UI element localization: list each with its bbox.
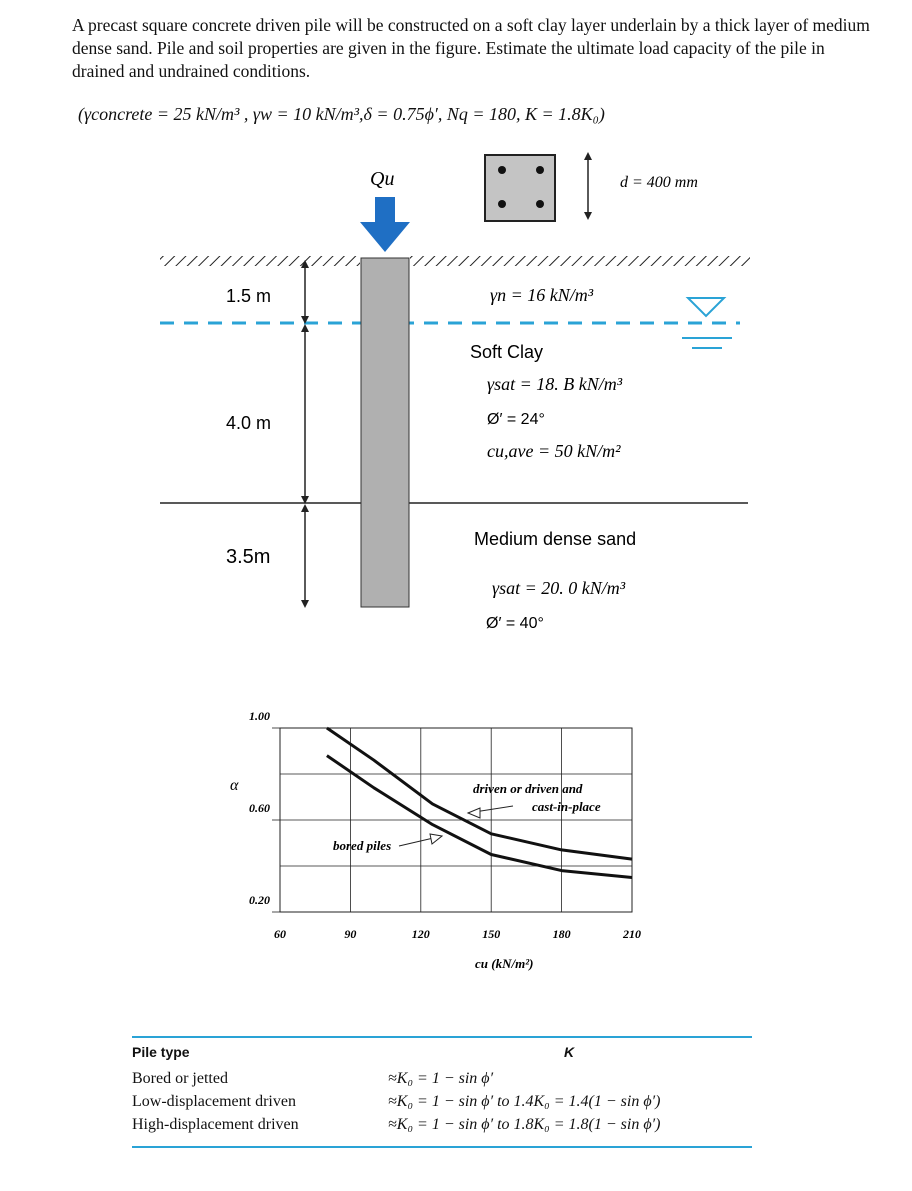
depth-label-1: 1.5 m [226, 286, 272, 306]
load-arrow-icon [360, 197, 410, 252]
chart-x-tick-label: 180 [552, 927, 571, 941]
chart-x-tick-label: 210 [623, 927, 641, 941]
clay-gamma: γsat = 18. B kN/m³ [487, 374, 623, 394]
pile-cross-section [485, 155, 555, 221]
depth-label-3: 3.5m [226, 546, 271, 568]
chart-y-tick-label: 0.60 [249, 801, 270, 815]
alpha-chart [200, 700, 680, 990]
depth-label-2: 4.0 m [226, 413, 272, 433]
table-header-pile-type: Pile type [132, 1044, 190, 1060]
chart-x-tick-label: 90 [344, 927, 357, 941]
table-cell-type-2: Low-displacement driven [132, 1093, 296, 1110]
chart-annotation-cast: cast-in-place [532, 799, 601, 814]
sand-title: Medium dense sand [474, 529, 637, 549]
chart-tick-labels [249, 709, 641, 941]
ground-surface-hatch-right [410, 256, 750, 266]
chart-x-tick-label: 60 [274, 927, 286, 941]
chart-x-tick-label: 120 [411, 927, 430, 941]
table-cell-k-1: ≈K₀ = 1 − sin ϕ′ [388, 1070, 494, 1087]
table-header-k: K [564, 1044, 575, 1060]
clay-cu: cu,ave = 50 kN/m² [487, 441, 621, 461]
chart-y-tick-label: 1.00 [249, 709, 270, 723]
gamma-n-label: γn = 16 kN/m³ [490, 285, 594, 305]
clay-title: Soft Clay [470, 342, 544, 362]
problem-statement: A precast square concrete driven pile will be constructed on a soft clay layer underlain by a thick layer of medium dense sand. Pile and soil properties are given in the figure. Estimate the ultimate load capacity of the pile in drained and undrained conditions. [72, 15, 870, 81]
chart-annotation-bored: bored piles [333, 838, 392, 853]
chart-x-tick-label: 150 [482, 927, 501, 941]
table-cell-type-1: Bored or jetted [132, 1070, 228, 1087]
pile [361, 258, 409, 607]
load-label: Qu [370, 168, 395, 190]
chart-ylabel: α [230, 777, 239, 794]
given-parameters: (γconcrete = 25 kN/m³ , γw = 10 kN/m³,δ = 0.75ϕ′, Nq = 180, K = 1.8K₀) [78, 104, 605, 124]
table-bottom-rule [132, 1146, 752, 1148]
diameter-arrow-icon [584, 152, 592, 220]
clay-phi: Ø′ = 24° [487, 411, 545, 428]
chart-grid [272, 728, 632, 912]
table-cell-type-3: High-displacement driven [132, 1116, 299, 1133]
annotation-arrow-driven-icon [468, 806, 513, 818]
table-cell-k-3: ≈K₀ = 1 − sin ϕ′ to 1.8K₀ = 1.8(1 − sin ϕ′) [388, 1116, 661, 1133]
chart-xlabel: cu (kN/m²) [475, 956, 534, 971]
chart-y-tick-label: 0.20 [249, 893, 270, 907]
chart-annotation-driven: driven or driven and [473, 781, 583, 796]
diameter-label: d = 400 mm [620, 174, 698, 191]
table-cell-k-2: ≈K₀ = 1 − sin ϕ′ to 1.4K₀ = 1.4(1 − sin ϕ′) [388, 1093, 661, 1110]
sand-gamma: γsat = 20. 0 kN/m³ [492, 578, 626, 598]
ground-surface-hatch-left [160, 256, 360, 266]
sand-phi: Ø′ = 40° [486, 615, 544, 632]
table-top-rule [132, 1036, 752, 1038]
